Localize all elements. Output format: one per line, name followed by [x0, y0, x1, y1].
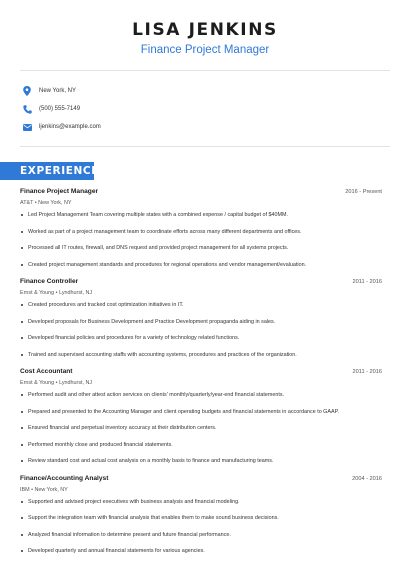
job-bullet: Developed financial policies and procedures for a variety of technology related functions.: [20, 335, 382, 342]
job-meta: Ernst & Young • Lyndhurst, NJ: [20, 380, 93, 386]
job-company: IBM: [20, 486, 30, 493]
contact-location-text: New York, NY: [39, 88, 77, 94]
candidate-name: LISA JENKINS: [132, 20, 278, 40]
job-bullet: Supported and advised project executives with business analysis and financial modeling.: [20, 499, 382, 506]
divider: [20, 146, 390, 147]
job-bullet: Ensured financial and perpetual inventory accuracy at their distribution centers.: [20, 425, 382, 432]
job-bullets: [20, 392, 382, 465]
contact-phone: [22, 100, 101, 118]
job-meta: Ernst & Young • Lyndhurst, NJ: [20, 290, 93, 296]
job-dates: 2011 - 2016: [352, 369, 382, 375]
candidate-title: Finance Project Manager: [140, 44, 270, 56]
job-bullets: [20, 499, 382, 556]
job-dates: 2004 - 2016: [352, 475, 382, 482]
job-company: Ernst & Young: [20, 380, 55, 386]
job-entry: [20, 278, 382, 359]
job-location: New York, NY: [34, 486, 68, 493]
job-meta: AT&T • New York, NY: [20, 200, 72, 206]
job-location: Lyndhurst, NJ: [59, 380, 93, 386]
section-title-experience: EXPERIENCE: [20, 165, 99, 177]
job-bullet: Developed quarterly and annual financial statements for various agencies.: [20, 548, 382, 555]
contact-email: [22, 118, 101, 136]
job-bullet: Trained and supervised accounting staffs with accounting systems, procedures and practices of the organization.: [20, 352, 382, 359]
resume-header: [0, 0, 410, 57]
job-title: Finance Project Manager: [20, 188, 99, 195]
job-bullet: Support the integration team with financial analysis that enables them to make sound business decisions.: [20, 515, 382, 522]
job-title: Cost Accountant: [20, 368, 73, 375]
job-meta: IBM • New York, NY: [20, 486, 68, 493]
experience-list: [20, 188, 382, 565]
job-title: Finance Controller: [20, 278, 79, 285]
contact-location: [22, 82, 101, 100]
job-dates: 2016 - Present: [345, 189, 382, 195]
job-entry: [20, 475, 382, 556]
job-bullet: Developed proposals for Business Development and Practice Development propaganda aiding in sales.: [20, 319, 382, 326]
job-company: AT&T: [20, 200, 34, 206]
job-bullet: Processed all IT routes, firewall, and DNS request and provided project management for all systems projects.: [20, 245, 382, 252]
job-bullet: Worked as part of a project management team to coordinate efforts across many different departments and offices.: [20, 229, 382, 236]
job-bullet: Analyzed financial information to determine present and future financial performance.: [20, 532, 382, 539]
job-bullets: [20, 302, 382, 359]
job-bullet: Performed audit and other attest action services on clients' monthly/quarterly/year-end financial statements.: [20, 392, 382, 399]
contact-email-text: ljenkins@example.com: [39, 124, 101, 130]
job-company: Ernst & Young: [20, 290, 55, 296]
job-location: New York, NY: [38, 200, 72, 206]
job-bullets: [20, 212, 382, 269]
contact-info: [22, 82, 101, 136]
job-entry: [20, 368, 382, 465]
email-icon: [22, 121, 32, 133]
job-location: Lyndhurst, NJ: [59, 290, 93, 296]
job-bullet: Performed monthly close and produced financial statements.: [20, 442, 382, 449]
job-bullet: Review standard cost and actual cost analysis on a monthly basis to finance and manufacturing teams.: [20, 458, 382, 465]
job-bullet: Created procedures and tracked cost optimization initiatives in IT.: [20, 302, 382, 309]
job-bullet: Led Project Management Team covering multiple states with a combined expense / capital budget of $40MM.: [20, 212, 382, 219]
divider: [20, 70, 390, 71]
job-dates: 2011 - 2016: [352, 279, 382, 285]
job-entry: [20, 188, 382, 269]
job-bullet: Created project management standards and procedures for regional operations and vendor management/evaluation.: [20, 262, 382, 269]
phone-icon: [22, 103, 32, 115]
contact-phone-text: (500) 555-7149: [39, 106, 81, 112]
job-bullet: Prepared and presented to the Accounting Manager and client operating budgets and financial statements in accordance to GAAP.: [20, 409, 382, 416]
job-title: Finance/Accounting Analyst: [20, 474, 109, 482]
location-pin-icon: [22, 85, 32, 97]
